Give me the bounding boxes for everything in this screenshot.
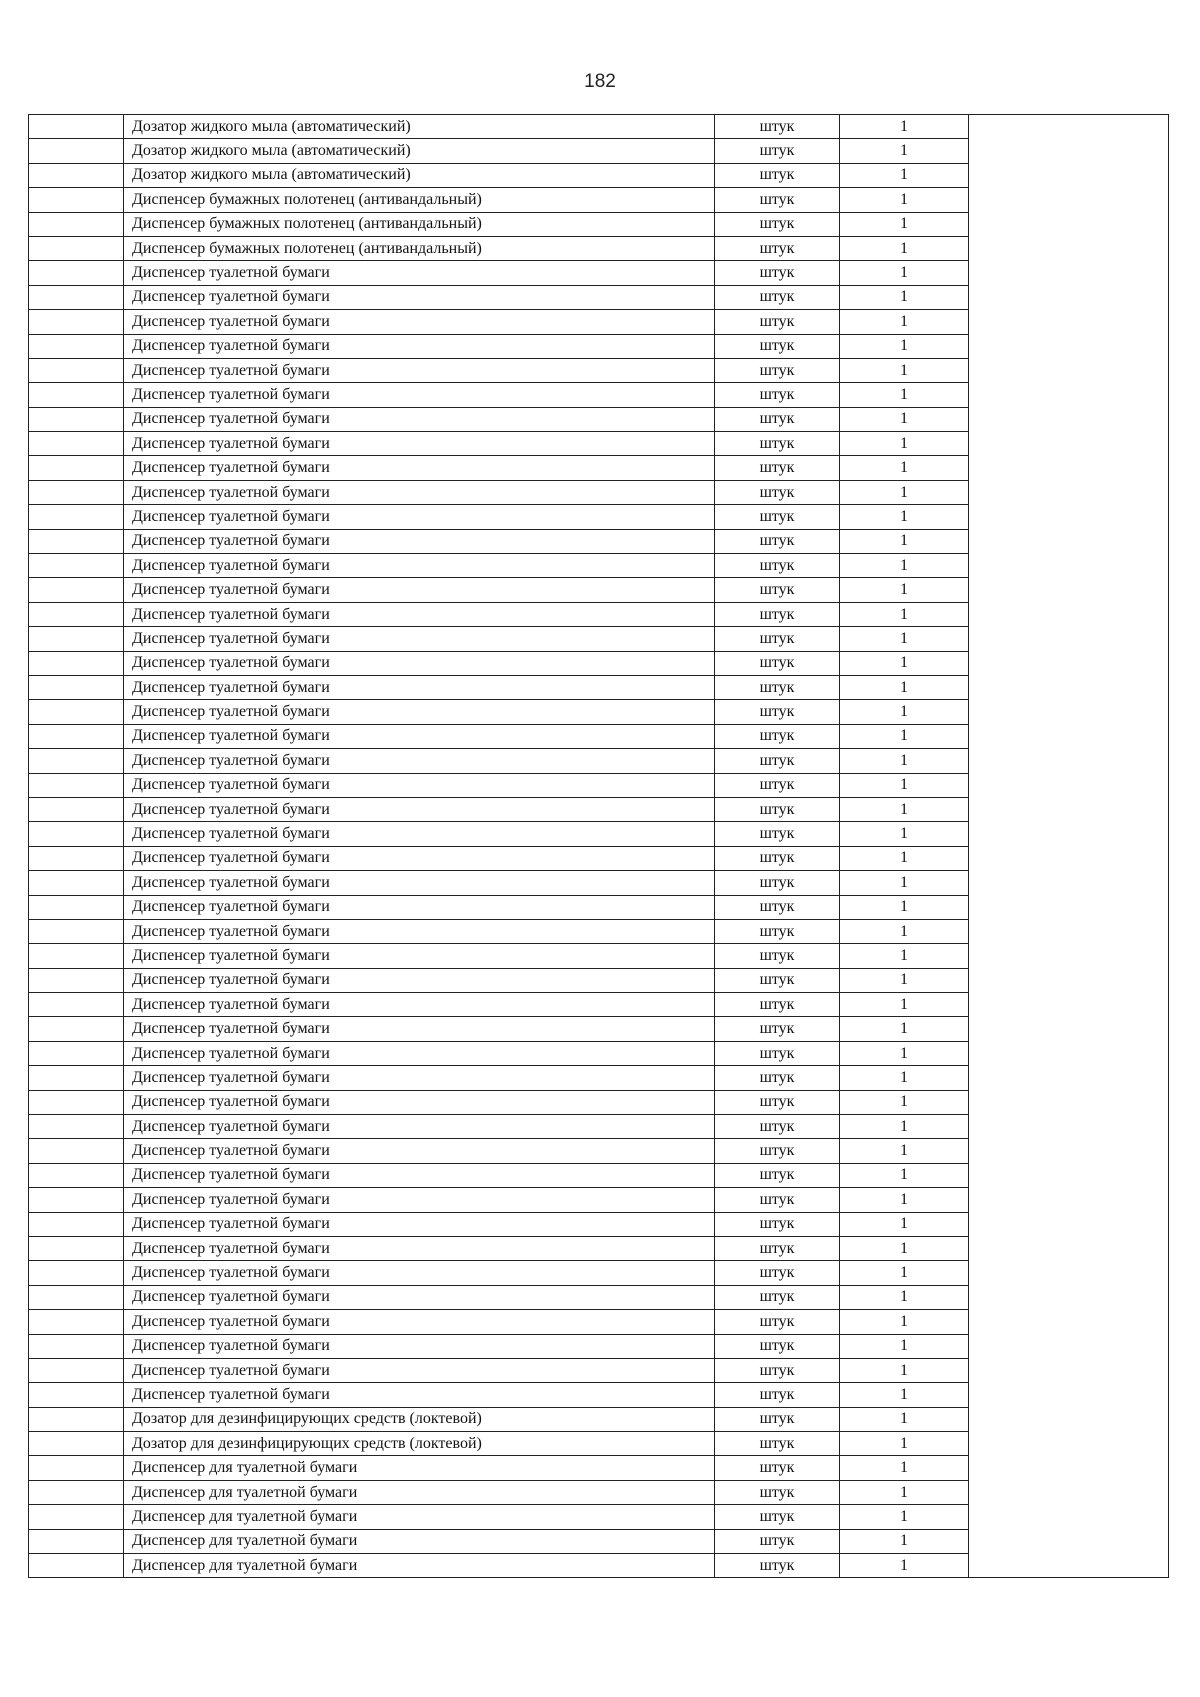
item-quantity-cell: 1	[840, 895, 969, 919]
row-number-cell	[29, 675, 124, 699]
row-number-cell	[29, 212, 124, 236]
item-unit-cell: штук	[715, 846, 840, 870]
items-table-body	[29, 115, 1169, 1578]
item-name-cell: Диспенсер туалетной бумаги	[124, 407, 715, 431]
item-quantity-cell: 1	[840, 236, 969, 260]
item-quantity-cell: 1	[840, 285, 969, 309]
item-quantity-cell: 1	[840, 1212, 969, 1236]
item-name-cell: Диспенсер туалетной бумаги	[124, 846, 715, 870]
item-unit-cell: штук	[715, 1188, 840, 1212]
item-name-cell: Дозатор жидкого мыла (автоматический)	[124, 163, 715, 187]
item-unit-cell: штук	[715, 1407, 840, 1431]
row-number-cell	[29, 602, 124, 626]
row-number-cell	[29, 554, 124, 578]
item-unit-cell: штук	[715, 1358, 840, 1382]
item-name-cell: Диспенсер туалетной бумаги	[124, 1188, 715, 1212]
item-quantity-cell: 1	[840, 846, 969, 870]
item-quantity-cell: 1	[840, 944, 969, 968]
item-unit-cell: штук	[715, 529, 840, 553]
item-unit-cell: штук	[715, 724, 840, 748]
item-unit-cell: штук	[715, 261, 840, 285]
item-name-cell: Диспенсер для туалетной бумаги	[124, 1456, 715, 1480]
item-unit-cell: штук	[715, 188, 840, 212]
item-quantity-cell: 1	[840, 651, 969, 675]
item-unit-cell: штук	[715, 993, 840, 1017]
item-unit-cell: штук	[715, 554, 840, 578]
item-unit-cell: штук	[715, 212, 840, 236]
row-number-cell	[29, 1456, 124, 1480]
item-name-cell: Диспенсер туалетной бумаги	[124, 651, 715, 675]
item-unit-cell: штук	[715, 773, 840, 797]
item-name-cell: Диспенсер туалетной бумаги	[124, 1041, 715, 1065]
item-unit-cell: штук	[715, 1554, 840, 1578]
item-quantity-cell: 1	[840, 1529, 969, 1553]
item-name-cell: Диспенсер туалетной бумаги	[124, 1090, 715, 1114]
item-quantity-cell: 1	[840, 627, 969, 651]
item-name-cell: Диспенсер туалетной бумаги	[124, 578, 715, 602]
item-quantity-cell: 1	[840, 797, 969, 821]
item-quantity-cell: 1	[840, 578, 969, 602]
item-quantity-cell: 1	[840, 1334, 969, 1358]
row-number-cell	[29, 1407, 124, 1431]
item-unit-cell: штук	[715, 285, 840, 309]
item-quantity-cell: 1	[840, 1017, 969, 1041]
item-quantity-cell: 1	[840, 724, 969, 748]
item-quantity-cell: 1	[840, 1358, 969, 1382]
item-quantity-cell: 1	[840, 1115, 969, 1139]
item-unit-cell: штук	[715, 1480, 840, 1504]
table-row	[29, 115, 1169, 139]
row-number-cell	[29, 139, 124, 163]
item-quantity-cell: 1	[840, 358, 969, 382]
item-unit-cell: штук	[715, 871, 840, 895]
row-number-cell	[29, 358, 124, 382]
item-unit-cell: штук	[715, 1285, 840, 1309]
row-number-cell	[29, 285, 124, 309]
item-unit-cell: штук	[715, 968, 840, 992]
item-quantity-cell: 1	[840, 554, 969, 578]
item-unit-cell: штук	[715, 895, 840, 919]
item-unit-cell: штук	[715, 1529, 840, 1553]
item-quantity-cell: 1	[840, 334, 969, 358]
item-name-cell: Дозатор для дезинфицирующих средств (локтевой)	[124, 1407, 715, 1431]
item-name-cell: Диспенсер туалетной бумаги	[124, 919, 715, 943]
item-unit-cell: штук	[715, 115, 840, 139]
row-number-cell	[29, 993, 124, 1017]
item-unit-cell: штук	[715, 1017, 840, 1041]
item-name-cell: Диспенсер бумажных полотенец (антивандальный)	[124, 188, 715, 212]
row-number-cell	[29, 871, 124, 895]
item-quantity-cell: 1	[840, 1188, 969, 1212]
item-unit-cell: штук	[715, 310, 840, 334]
item-quantity-cell: 1	[840, 383, 969, 407]
item-quantity-cell: 1	[840, 480, 969, 504]
row-number-cell	[29, 968, 124, 992]
item-quantity-cell: 1	[840, 432, 969, 456]
item-name-cell: Диспенсер для туалетной бумаги	[124, 1480, 715, 1504]
row-number-cell	[29, 1041, 124, 1065]
item-quantity-cell: 1	[840, 1163, 969, 1187]
item-quantity-cell: 1	[840, 163, 969, 187]
row-number-cell	[29, 505, 124, 529]
item-unit-cell: штук	[715, 578, 840, 602]
item-name-cell: Диспенсер туалетной бумаги	[124, 505, 715, 529]
item-name-cell: Дозатор жидкого мыла (автоматический)	[124, 115, 715, 139]
item-unit-cell: штук	[715, 822, 840, 846]
row-number-cell	[29, 919, 124, 943]
item-unit-cell: штук	[715, 383, 840, 407]
row-number-cell	[29, 1554, 124, 1578]
item-quantity-cell: 1	[840, 700, 969, 724]
item-name-cell: Диспенсер туалетной бумаги	[124, 895, 715, 919]
row-number-cell	[29, 749, 124, 773]
row-number-cell	[29, 261, 124, 285]
item-name-cell: Диспенсер туалетной бумаги	[124, 627, 715, 651]
item-unit-cell: штук	[715, 456, 840, 480]
item-name-cell: Диспенсер туалетной бумаги	[124, 1017, 715, 1041]
item-unit-cell: штук	[715, 1261, 840, 1285]
item-quantity-cell: 1	[840, 1383, 969, 1407]
item-name-cell: Диспенсер туалетной бумаги	[124, 432, 715, 456]
row-number-cell	[29, 846, 124, 870]
item-name-cell: Диспенсер туалетной бумаги	[124, 749, 715, 773]
items-table	[28, 114, 1169, 1578]
row-number-cell	[29, 1188, 124, 1212]
item-quantity-cell: 1	[840, 822, 969, 846]
row-number-cell	[29, 1115, 124, 1139]
row-number-cell	[29, 1163, 124, 1187]
row-number-cell	[29, 700, 124, 724]
row-number-cell	[29, 773, 124, 797]
item-unit-cell: штук	[715, 1212, 840, 1236]
row-number-cell	[29, 797, 124, 821]
item-unit-cell: штук	[715, 358, 840, 382]
row-number-cell	[29, 1383, 124, 1407]
item-quantity-cell: 1	[840, 456, 969, 480]
item-name-cell: Диспенсер туалетной бумаги	[124, 383, 715, 407]
item-unit-cell: штук	[715, 1432, 840, 1456]
row-number-cell	[29, 627, 124, 651]
notes-merged-cell	[969, 115, 1169, 1578]
row-number-cell	[29, 1310, 124, 1334]
item-name-cell: Диспенсер туалетной бумаги	[124, 1139, 715, 1163]
item-quantity-cell: 1	[840, 1139, 969, 1163]
row-number-cell	[29, 310, 124, 334]
item-unit-cell: штук	[715, 651, 840, 675]
row-number-cell	[29, 236, 124, 260]
page-number: 182	[584, 71, 616, 92]
item-name-cell: Диспенсер туалетной бумаги	[124, 797, 715, 821]
item-quantity-cell: 1	[840, 261, 969, 285]
item-name-cell: Диспенсер туалетной бумаги	[124, 602, 715, 626]
row-number-cell	[29, 1090, 124, 1114]
item-name-cell: Диспенсер туалетной бумаги	[124, 1261, 715, 1285]
row-number-cell	[29, 115, 124, 139]
item-unit-cell: штук	[715, 432, 840, 456]
item-name-cell: Диспенсер туалетной бумаги	[124, 1358, 715, 1382]
item-name-cell: Диспенсер туалетной бумаги	[124, 261, 715, 285]
item-quantity-cell: 1	[840, 993, 969, 1017]
row-number-cell	[29, 163, 124, 187]
row-number-cell	[29, 1212, 124, 1236]
row-number-cell	[29, 1432, 124, 1456]
item-quantity-cell: 1	[840, 1480, 969, 1504]
item-quantity-cell: 1	[840, 773, 969, 797]
item-unit-cell: штук	[715, 236, 840, 260]
item-name-cell: Диспенсер туалетной бумаги	[124, 1212, 715, 1236]
row-number-cell	[29, 895, 124, 919]
item-name-cell: Диспенсер туалетной бумаги	[124, 1310, 715, 1334]
item-quantity-cell: 1	[840, 212, 969, 236]
row-number-cell	[29, 578, 124, 602]
item-unit-cell: штук	[715, 334, 840, 358]
item-name-cell: Диспенсер туалетной бумаги	[124, 871, 715, 895]
item-name-cell: Диспенсер туалетной бумаги	[124, 1383, 715, 1407]
item-unit-cell: штук	[715, 602, 840, 626]
item-name-cell: Диспенсер туалетной бумаги	[124, 944, 715, 968]
item-quantity-cell: 1	[840, 1041, 969, 1065]
row-number-cell	[29, 407, 124, 431]
item-name-cell: Диспенсер туалетной бумаги	[124, 968, 715, 992]
item-quantity-cell: 1	[840, 871, 969, 895]
item-quantity-cell: 1	[840, 675, 969, 699]
item-unit-cell: штук	[715, 749, 840, 773]
item-unit-cell: штук	[715, 1139, 840, 1163]
row-number-cell	[29, 334, 124, 358]
row-number-cell	[29, 1505, 124, 1529]
item-quantity-cell: 1	[840, 749, 969, 773]
item-unit-cell: штук	[715, 139, 840, 163]
item-name-cell: Диспенсер для туалетной бумаги	[124, 1554, 715, 1578]
item-unit-cell: штук	[715, 407, 840, 431]
item-unit-cell: штук	[715, 505, 840, 529]
item-quantity-cell: 1	[840, 968, 969, 992]
item-quantity-cell: 1	[840, 529, 969, 553]
item-unit-cell: штук	[715, 797, 840, 821]
row-number-cell	[29, 480, 124, 504]
item-unit-cell: штук	[715, 1041, 840, 1065]
item-name-cell: Диспенсер туалетной бумаги	[124, 700, 715, 724]
item-unit-cell: штук	[715, 1236, 840, 1260]
item-name-cell: Диспенсер туалетной бумаги	[124, 285, 715, 309]
item-name-cell: Диспенсер туалетной бумаги	[124, 310, 715, 334]
row-number-cell	[29, 1285, 124, 1309]
item-unit-cell: штук	[715, 1066, 840, 1090]
item-quantity-cell: 1	[840, 1066, 969, 1090]
item-quantity-cell: 1	[840, 1285, 969, 1309]
item-quantity-cell: 1	[840, 919, 969, 943]
row-number-cell	[29, 1334, 124, 1358]
item-name-cell: Дозатор для дезинфицирующих средств (локтевой)	[124, 1432, 715, 1456]
item-unit-cell: штук	[715, 944, 840, 968]
item-name-cell: Диспенсер туалетной бумаги	[124, 334, 715, 358]
items-table-container	[28, 114, 1168, 1578]
item-unit-cell: штук	[715, 627, 840, 651]
item-name-cell: Диспенсер туалетной бумаги	[124, 1285, 715, 1309]
row-number-cell	[29, 1017, 124, 1041]
row-number-cell	[29, 1358, 124, 1382]
item-name-cell: Дозатор жидкого мыла (автоматический)	[124, 139, 715, 163]
row-number-cell	[29, 724, 124, 748]
row-number-cell	[29, 432, 124, 456]
item-name-cell: Диспенсер туалетной бумаги	[124, 724, 715, 748]
item-name-cell: Диспенсер туалетной бумаги	[124, 993, 715, 1017]
item-name-cell: Диспенсер для туалетной бумаги	[124, 1529, 715, 1553]
row-number-cell	[29, 651, 124, 675]
item-name-cell: Диспенсер бумажных полотенец (антивандальный)	[124, 212, 715, 236]
item-unit-cell: штук	[715, 163, 840, 187]
item-name-cell: Диспенсер туалетной бумаги	[124, 456, 715, 480]
item-unit-cell: штук	[715, 480, 840, 504]
row-number-cell	[29, 1480, 124, 1504]
item-name-cell: Диспенсер туалетной бумаги	[124, 1163, 715, 1187]
row-number-cell	[29, 529, 124, 553]
item-unit-cell: штук	[715, 1334, 840, 1358]
item-unit-cell: штук	[715, 1310, 840, 1334]
item-quantity-cell: 1	[840, 1090, 969, 1114]
row-number-cell	[29, 456, 124, 480]
row-number-cell	[29, 1529, 124, 1553]
item-quantity-cell: 1	[840, 1432, 969, 1456]
item-quantity-cell: 1	[840, 1505, 969, 1529]
item-quantity-cell: 1	[840, 1310, 969, 1334]
item-name-cell: Диспенсер туалетной бумаги	[124, 554, 715, 578]
item-unit-cell: штук	[715, 1505, 840, 1529]
item-name-cell: Диспенсер туалетной бумаги	[124, 773, 715, 797]
item-name-cell: Диспенсер бумажных полотенец (антивандальный)	[124, 236, 715, 260]
item-quantity-cell: 1	[840, 1407, 969, 1431]
item-name-cell: Диспенсер туалетной бумаги	[124, 1066, 715, 1090]
row-number-cell	[29, 1066, 124, 1090]
item-quantity-cell: 1	[840, 310, 969, 334]
item-unit-cell: штук	[715, 1383, 840, 1407]
item-quantity-cell: 1	[840, 407, 969, 431]
item-name-cell: Диспенсер туалетной бумаги	[124, 675, 715, 699]
item-quantity-cell: 1	[840, 1236, 969, 1260]
item-quantity-cell: 1	[840, 1554, 969, 1578]
item-unit-cell: штук	[715, 1115, 840, 1139]
row-number-cell	[29, 1261, 124, 1285]
row-number-cell	[29, 1236, 124, 1260]
item-unit-cell: штук	[715, 700, 840, 724]
item-name-cell: Диспенсер туалетной бумаги	[124, 1236, 715, 1260]
item-unit-cell: штук	[715, 1163, 840, 1187]
item-unit-cell: штук	[715, 675, 840, 699]
item-quantity-cell: 1	[840, 139, 969, 163]
item-unit-cell: штук	[715, 1456, 840, 1480]
item-quantity-cell: 1	[840, 1261, 969, 1285]
item-unit-cell: штук	[715, 1090, 840, 1114]
item-name-cell: Диспенсер туалетной бумаги	[124, 529, 715, 553]
item-name-cell: Диспенсер туалетной бумаги	[124, 1115, 715, 1139]
item-quantity-cell: 1	[840, 115, 969, 139]
item-quantity-cell: 1	[840, 1456, 969, 1480]
item-name-cell: Диспенсер туалетной бумаги	[124, 480, 715, 504]
item-name-cell: Диспенсер туалетной бумаги	[124, 822, 715, 846]
row-number-cell	[29, 822, 124, 846]
item-quantity-cell: 1	[840, 505, 969, 529]
row-number-cell	[29, 1139, 124, 1163]
item-quantity-cell: 1	[840, 188, 969, 212]
row-number-cell	[29, 383, 124, 407]
item-name-cell: Диспенсер туалетной бумаги	[124, 358, 715, 382]
item-name-cell: Диспенсер для туалетной бумаги	[124, 1505, 715, 1529]
row-number-cell	[29, 188, 124, 212]
row-number-cell	[29, 944, 124, 968]
item-unit-cell: штук	[715, 919, 840, 943]
item-quantity-cell: 1	[840, 602, 969, 626]
item-name-cell: Диспенсер туалетной бумаги	[124, 1334, 715, 1358]
